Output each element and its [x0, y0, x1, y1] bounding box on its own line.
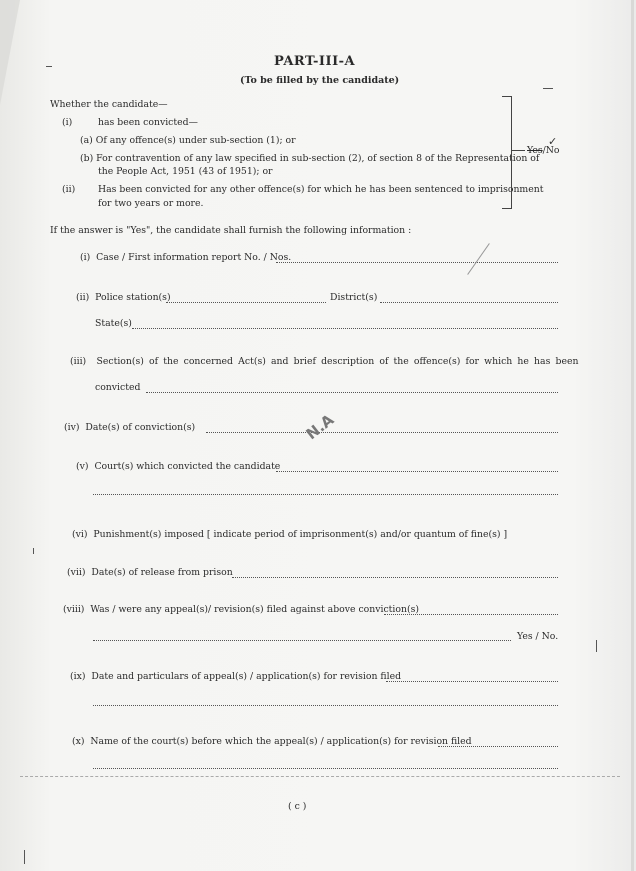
- page-subtitle: (To be filled by the candidate): [240, 75, 400, 86]
- scan-mark: [33, 548, 34, 554]
- item-i-number: (i): [62, 117, 73, 128]
- item-b-text-2: the People Act, 1951 (43 of 1951); or: [98, 166, 273, 177]
- yes-no-answer: Yes/No: [527, 145, 560, 156]
- field-viii-line[interactable]: [384, 614, 558, 615]
- field-ii-label: (ii) Police station(s): [76, 292, 171, 303]
- tick-mark: ✓: [548, 135, 558, 148]
- field-viii-yes-no: Yes / No.: [517, 631, 559, 642]
- field-iii-line[interactable]: [146, 392, 558, 393]
- na-handwritten: N.A: [302, 410, 338, 444]
- field-v-line-2[interactable]: [93, 494, 558, 495]
- field-ix-line-2[interactable]: [93, 705, 558, 706]
- scan-mark: [24, 850, 25, 864]
- field-v-line[interactable]: [276, 471, 558, 472]
- item-ii-text-1: Has been convicted for any other offence(s) for which he has been sentenced to imprisonment: [98, 184, 544, 195]
- field-vii-line[interactable]: [232, 577, 558, 578]
- police-station-line[interactable]: [166, 302, 326, 303]
- item-i-text: has been convicted—: [98, 117, 198, 128]
- field-iv-line[interactable]: [206, 432, 558, 433]
- state-label: State(s): [95, 318, 132, 329]
- page-fold-shadow: [0, 0, 20, 105]
- state-line[interactable]: [132, 328, 558, 329]
- district-line[interactable]: [380, 302, 558, 303]
- answer-bracket: [502, 96, 512, 209]
- field-i-label: (i) Case / First information report No. / Nos.: [80, 252, 292, 263]
- field-v-label: (v) Court(s) which convicted the candidate: [76, 461, 281, 472]
- item-ii-text-2: for two years or more.: [98, 198, 204, 209]
- field-iii-label-2: convicted: [95, 382, 141, 393]
- field-iv-label: (iv) Date(s) of conviction(s): [64, 422, 196, 433]
- field-x-line[interactable]: [438, 746, 558, 747]
- page-title: PART-III-A: [274, 54, 356, 69]
- field-vi-label: (vi) Punishment(s) imposed [ indicate period of imprisonment(s) and/or quantum of fine(s) ]: [72, 529, 508, 540]
- scan-mark: [596, 640, 597, 652]
- question-intro: Whether the candidate—: [50, 99, 168, 110]
- field-x-line-2[interactable]: [93, 768, 558, 769]
- field-viii-label: (viii) Was / were any appeal(s)/ revision(s) filed against above conviction(s): [63, 604, 420, 615]
- district-label: District(s): [330, 292, 378, 303]
- field-ix-line[interactable]: [386, 681, 558, 682]
- pen-stroke: [467, 243, 490, 275]
- answer-connector: [511, 150, 525, 151]
- field-ix-label: (ix) Date and particulars of appeal(s) / application(s) for revision filed: [70, 671, 402, 682]
- item-b-text-1: (b) For contravention of any law specified in sub-section (2), of section 8 of the Representation of: [80, 153, 540, 164]
- scan-mark: [543, 88, 553, 89]
- field-x-label: (x) Name of the court(s) before which the appeal(s) / application(s) for revision filed: [72, 736, 472, 747]
- item-ii-number: (ii): [62, 184, 76, 195]
- page-bottom-rule: [20, 776, 620, 777]
- field-iii-label: (iii) Section(s) of the concerned Act(s) and brief description of the offence(s) for which he has been: [70, 356, 579, 367]
- field-i-line[interactable]: [276, 262, 558, 263]
- page-edge: [631, 0, 634, 871]
- followup-instruction: If the answer is "Yes", the candidate shall furnish the following information :: [50, 225, 412, 236]
- item-a-text: (a) Of any offence(s) under sub-section (1); or: [80, 135, 296, 146]
- scan-mark: [46, 66, 52, 67]
- page-number: ( c ): [288, 801, 307, 812]
- field-vii-label: (vii) Date(s) of release from prison: [67, 567, 233, 578]
- field-viii-line-2[interactable]: [93, 640, 511, 641]
